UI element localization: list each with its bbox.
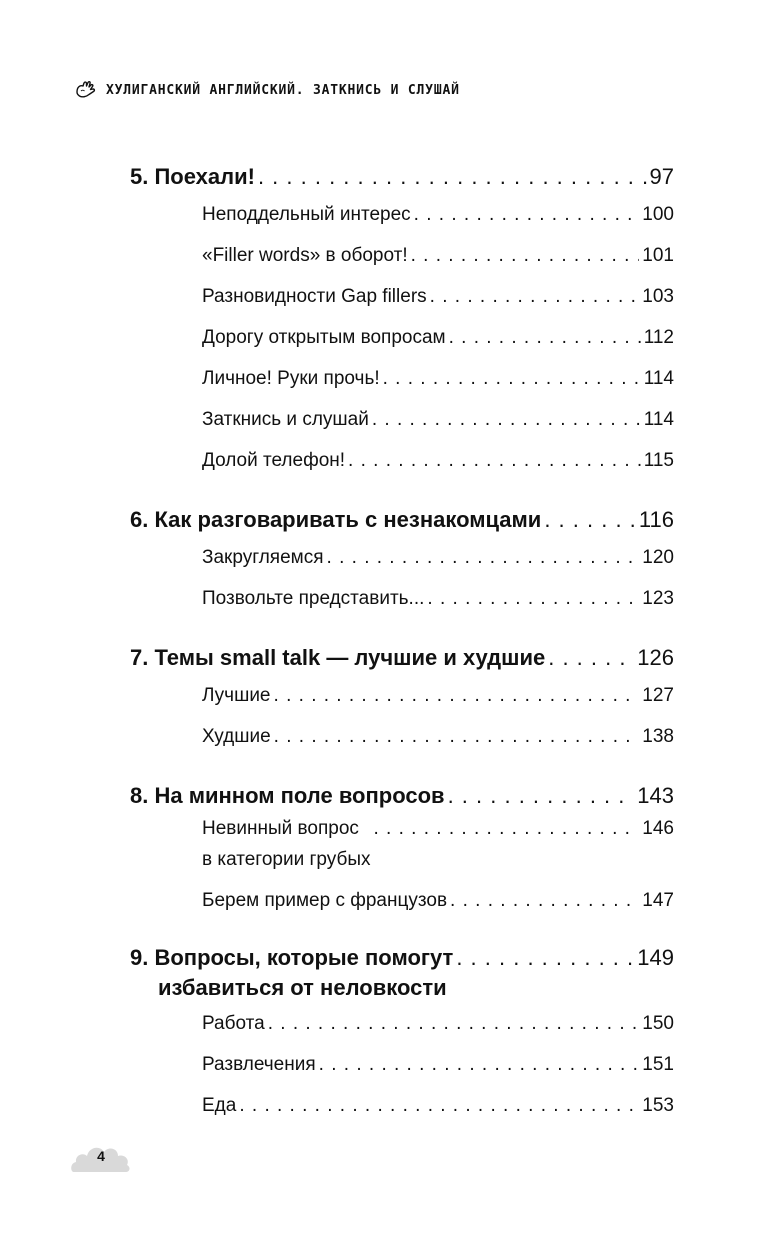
page-ref: 115: [643, 450, 674, 471]
page-number: 4: [97, 1148, 105, 1164]
table-of-contents: [130, 160, 674, 1148]
toc-section-entry: [130, 880, 674, 921]
section-title-line-1: Невинный вопрос: [202, 818, 359, 839]
toc-section-entry: [130, 537, 674, 578]
page-ref: 114: [643, 409, 674, 430]
toc-section-entry: [130, 440, 674, 481]
page-ref: 153: [642, 1095, 674, 1116]
section-title: Разновидности Gap fillers: [202, 286, 427, 307]
dot-leader: [319, 1044, 640, 1085]
section-title: Неподдельный интерес: [202, 204, 411, 225]
section-title: Закругляемся: [202, 547, 324, 568]
dot-leader: [372, 399, 641, 440]
toc-section-entry: [130, 1085, 674, 1126]
section-title: Худшие: [202, 726, 271, 747]
toc-section-entry: [130, 675, 674, 716]
dot-leader: [383, 358, 641, 399]
section-title: «Filler words» в оборот!: [202, 245, 408, 266]
section-title-line-2: в категории грубых: [202, 849, 371, 870]
chapter-title-line-2: избавиться от неловкости: [158, 975, 447, 1000]
toc-chapter-8: [130, 779, 674, 921]
dot-leader: [348, 440, 641, 481]
section-title: Заткнись и слушай: [202, 409, 369, 430]
toc-chapter-6: [130, 503, 674, 619]
toc-section-entry: [130, 1003, 674, 1044]
chapter-title: 6. Как разговаривать с незнакомцами: [130, 507, 542, 532]
hand-icon: [74, 80, 98, 100]
toc-section-entry: [130, 813, 674, 880]
chapter-title-line-1: 9. Вопросы, которые помогут: [130, 945, 454, 970]
dot-leader: [374, 813, 640, 844]
dot-leader: [258, 160, 647, 194]
dot-leader: [414, 194, 640, 235]
section-title: Работа: [202, 1013, 265, 1034]
dot-leader: [544, 503, 636, 537]
section-title: Дорогу открытым вопросам: [202, 327, 446, 348]
toc-chapter-entry: [130, 779, 674, 813]
toc-chapter-9: [130, 943, 674, 1126]
page-ref: 101: [642, 245, 674, 266]
dot-leader: [456, 943, 634, 973]
dot-leader: [274, 675, 640, 716]
dot-leader: [327, 537, 640, 578]
toc-chapter-entry: [130, 943, 674, 1003]
toc-chapter-entry: [130, 641, 674, 675]
toc-section-entry: [130, 235, 674, 276]
toc-section-entry: [130, 1044, 674, 1085]
dot-leader: [449, 317, 641, 358]
chapter-title: 5. Поехали!: [130, 164, 255, 189]
dot-leader: [450, 880, 639, 921]
dot-leader: [268, 1003, 640, 1044]
toc-chapter-entry: [130, 160, 674, 194]
dot-leader: [411, 235, 640, 276]
page-ref: 103: [642, 286, 674, 307]
section-title: Позвольте представить...: [202, 588, 425, 609]
section-title: Развлечения: [202, 1054, 316, 1075]
book-title: ХУЛИГАНСКИЙ АНГЛИЙСКИЙ. ЗАТКНИСЬ И СЛУШАЙ: [106, 82, 460, 98]
section-title: [202, 813, 371, 875]
toc-section-entry: [130, 716, 674, 757]
page-ref: 146: [642, 818, 674, 839]
page-ref: 123: [642, 588, 674, 609]
toc-section-entry: [130, 578, 674, 619]
section-title: Берем пример с французов: [202, 890, 448, 911]
page-ref: 149: [637, 945, 674, 970]
chapter-title: 8. На минном поле вопросов: [130, 783, 445, 808]
page-ref: 143: [637, 783, 674, 808]
page-ref: 120: [642, 547, 674, 568]
page-ref: 150: [642, 1013, 674, 1034]
page-ref: 116: [638, 507, 674, 532]
chapter-title: 7. Темы small talk — лучшие и худшие: [130, 645, 546, 670]
page-number-badge: [70, 1134, 132, 1174]
toc-chapter-5: [130, 160, 674, 481]
page-ref: 114: [643, 368, 674, 389]
dot-leader: [448, 779, 635, 813]
dot-leader: [239, 1085, 639, 1126]
section-title: Лучшие: [202, 685, 271, 706]
toc-section-entry: [130, 399, 674, 440]
page-ref: 147: [642, 890, 674, 911]
page-ref: 127: [642, 685, 674, 706]
dot-leader: [274, 716, 640, 757]
page-ref: 112: [643, 327, 674, 348]
page-ref: 126: [637, 645, 674, 670]
toc-section-entry: [130, 194, 674, 235]
toc-section-entry: [130, 317, 674, 358]
toc-section-entry: [130, 276, 674, 317]
toc-chapter-entry: [130, 503, 674, 537]
page-ref: 151: [642, 1054, 674, 1075]
chapter-title: [130, 943, 453, 1003]
page-ref: 138: [642, 726, 674, 747]
section-title: Еда: [202, 1095, 237, 1116]
toc-section-entry: [130, 358, 674, 399]
page-ref: 97: [649, 164, 674, 189]
page-ref: 100: [642, 204, 674, 225]
section-title: Личное! Руки прочь!: [202, 368, 380, 389]
dot-leader: [430, 276, 640, 317]
running-header: [74, 80, 460, 100]
dot-leader: [427, 578, 639, 619]
toc-chapter-7: [130, 641, 674, 757]
section-title: Долой телефон!: [202, 450, 346, 471]
dot-leader: [548, 641, 634, 675]
